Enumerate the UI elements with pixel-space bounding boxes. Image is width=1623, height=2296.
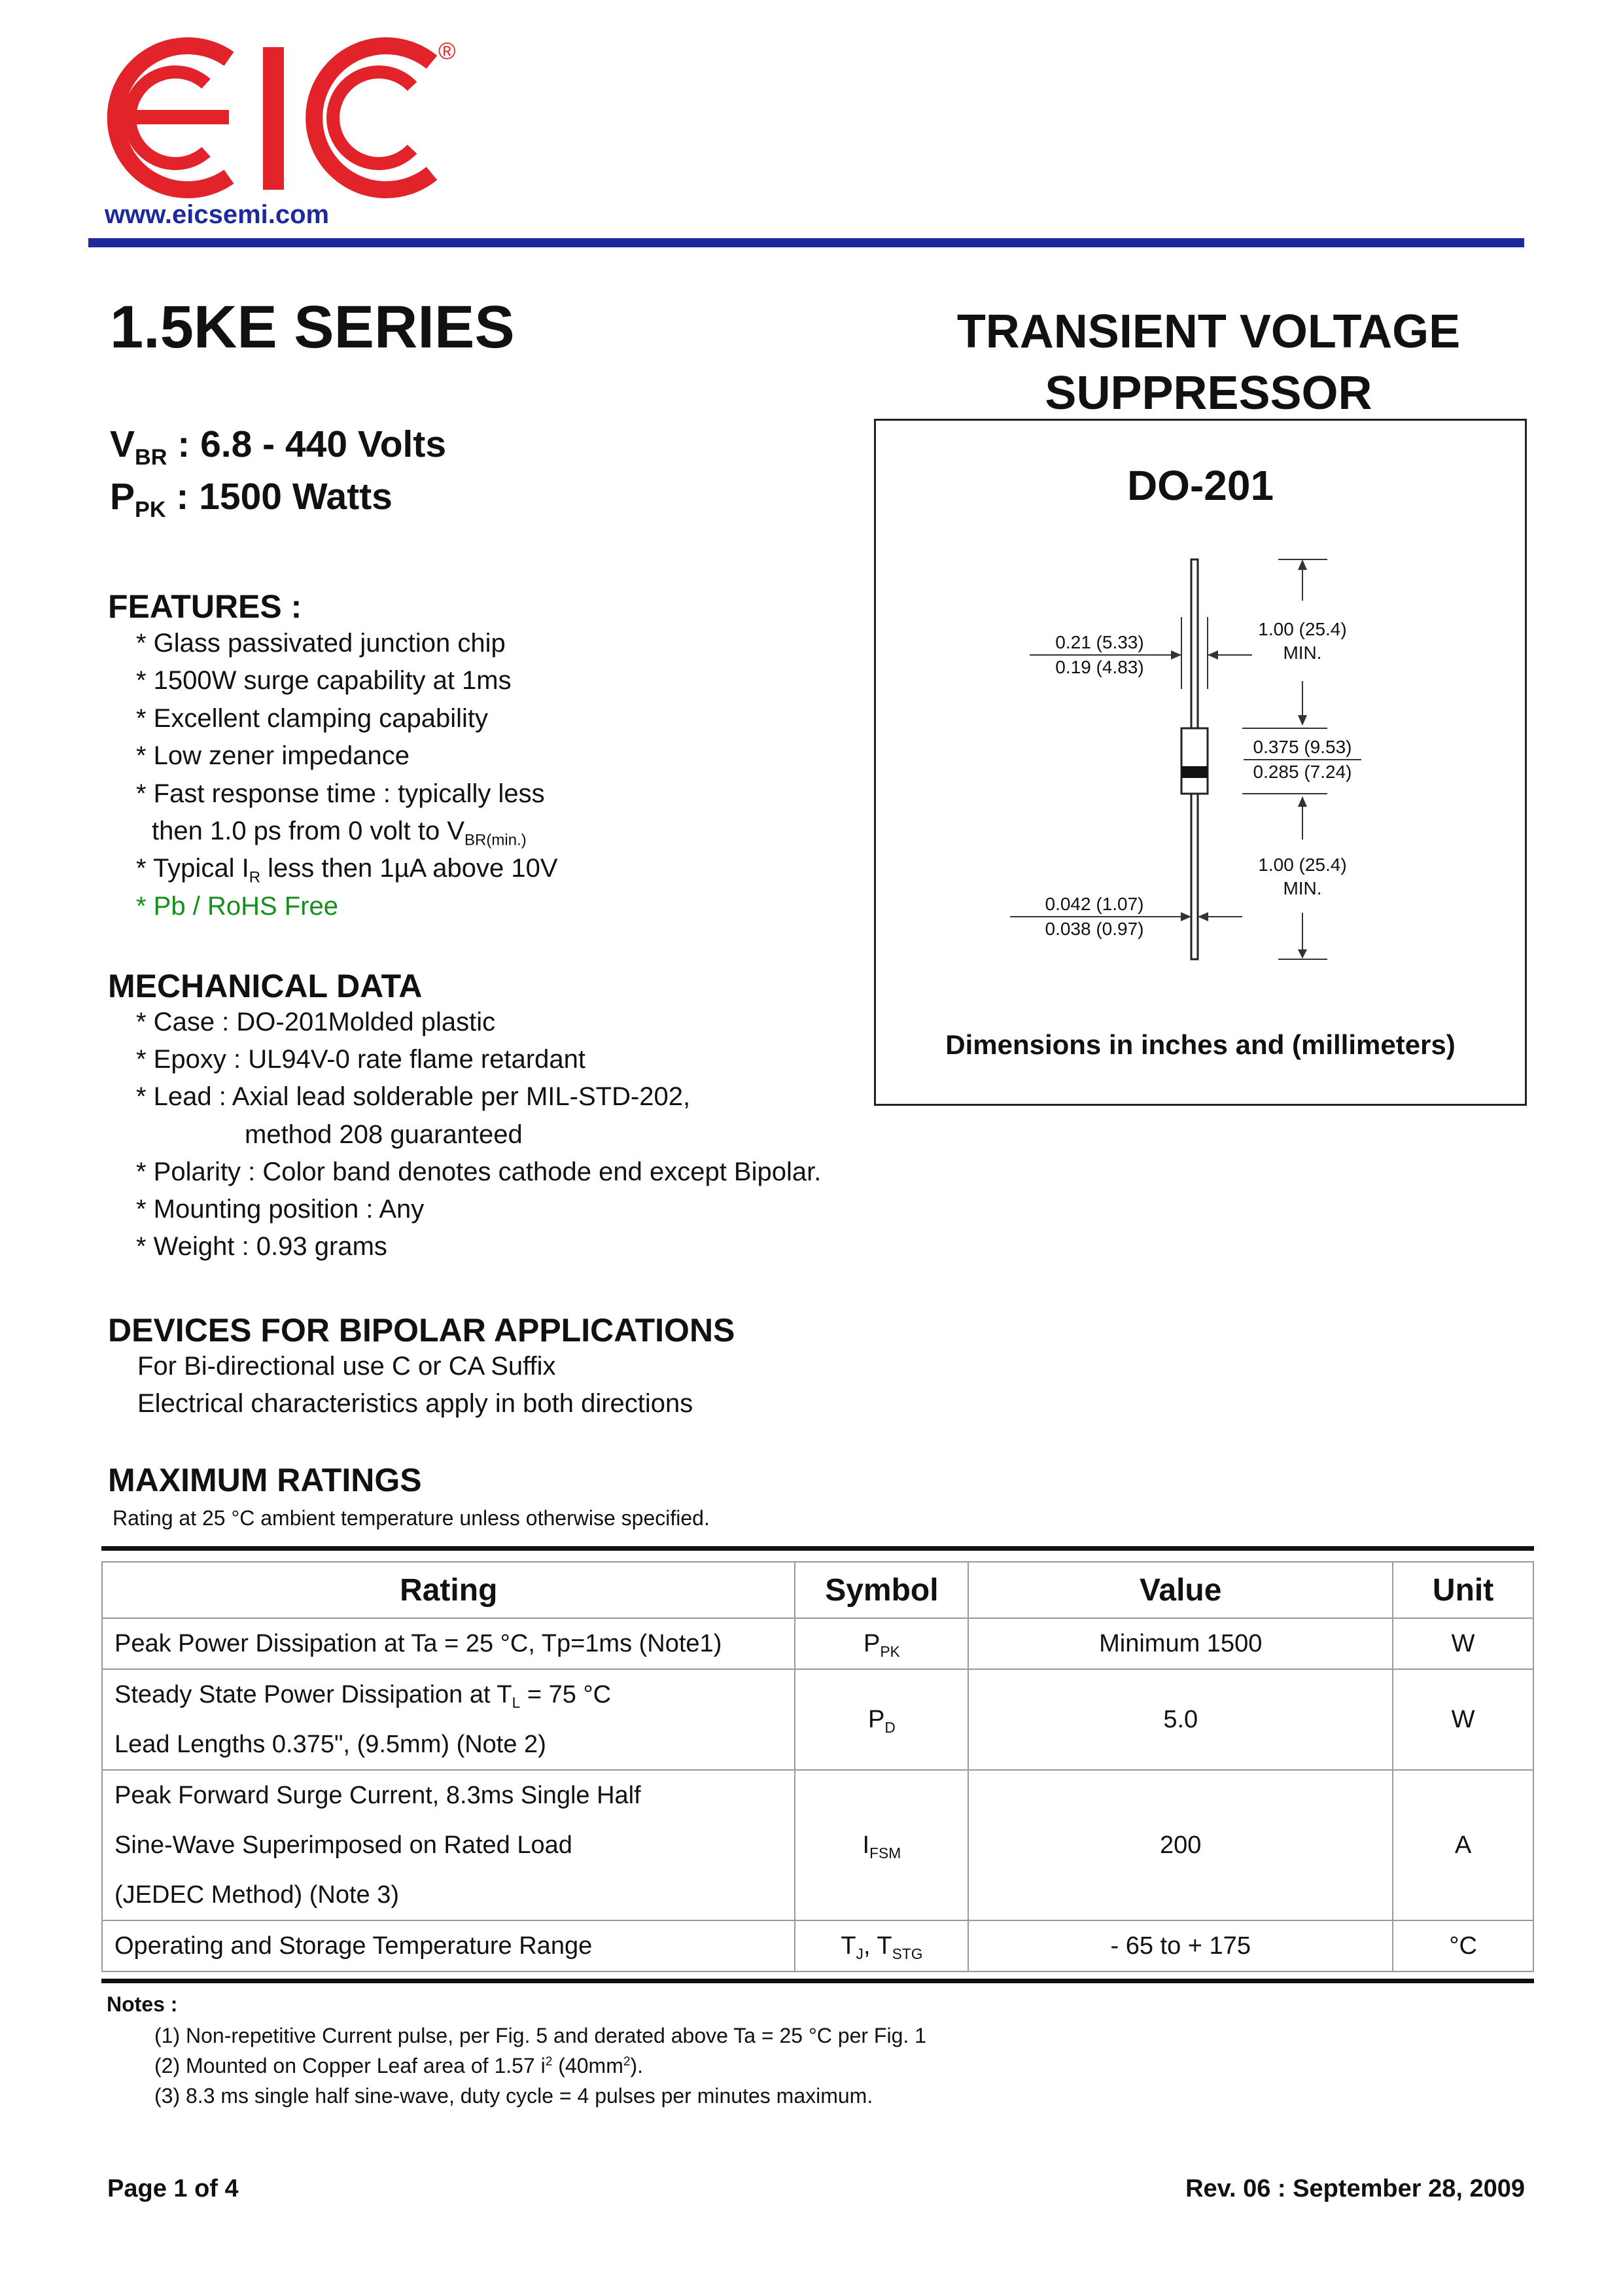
cell-unit: °C [1393, 1920, 1533, 1971]
table-row [102, 1618, 1533, 1669]
cell-symbol: $P_{PK}$ [795, 1618, 968, 1669]
dim-body-len-min: 0.285 (7.24) [1253, 762, 1352, 782]
list-item: * Mounting position : Any [136, 1194, 425, 1224]
cell-symbol: $T_J$, $T_{STG}$ [795, 1920, 968, 1971]
list-item: * Fast response time : typically less [136, 779, 545, 808]
cell-unit: W [1393, 1669, 1533, 1770]
list-item: then 1.0 ps from 0 volt to $V_{BR(min.)}$ [152, 816, 527, 849]
col-header-symbol: Symbol [795, 1562, 968, 1618]
cell-value: 200 [968, 1770, 1393, 1920]
cell-unit: A [1393, 1770, 1533, 1920]
cell-value: Minimum 1500 [968, 1618, 1393, 1669]
rohs-item: * Pb / RoHS Free [136, 891, 339, 921]
note-1: (1) Non-repetitive Current pulse, per Fig. 5 and derated above Ta = 25 °C per Fig. 1 [154, 2024, 926, 2047]
package-outline-box [874, 419, 1527, 1106]
table-top-rule [101, 1546, 1534, 1551]
table-bottom-rule [101, 1979, 1534, 1983]
bipolar-heading: DEVICES FOR BIPOLAR APPLICATIONS [108, 1312, 735, 1349]
package-caption: Dimensions in inches and (millimeters) [945, 1029, 1456, 1060]
notes-heading: Notes : [107, 1992, 178, 2016]
table-row [102, 1920, 1533, 1971]
cell-rating: Operating and Storage Temperature Range [102, 1920, 795, 1971]
features-list [136, 625, 558, 925]
revision-date: Rev. 06 : September 28, 2009 [1185, 2175, 1525, 2202]
dim-lead-bottom-min: MIN. [1283, 878, 1322, 898]
series-title: 1.5KE SERIES [110, 294, 515, 361]
list-item: * Low zener impedance [136, 741, 410, 771]
dim-lead-top: 1.00 (25.4) [1258, 619, 1347, 639]
max-ratings-heading: MAXIMUM RATINGS [108, 1462, 422, 1498]
device-type-line2: SUPPRESSOR [1045, 367, 1372, 419]
package-name: DO-201 [1126, 462, 1274, 509]
eic-logo [92, 33, 484, 203]
list-item: * 1500W surge capability at 1ms [136, 666, 512, 696]
table-row [102, 1669, 1533, 1770]
cathode-band [1181, 766, 1208, 778]
package-drawing [876, 421, 1525, 1104]
page-number: Page 1 of 4 [107, 2175, 239, 2202]
cell-rating: Steady State Power Dissipation at $T_L = 75$ °C Lead Lengths 0.375", (9.5mm) (Note 2) [102, 1669, 795, 1770]
website-url[interactable]: www.eicsemi.com [105, 200, 330, 229]
bipolar-list [137, 1348, 693, 1422]
diode-body [1181, 728, 1208, 794]
cell-rating: Peak Forward Surge Current, 8.3ms Single Half Sine-Wave Superimposed on Rated Load (JEDEC Method) (Note 3) [102, 1770, 795, 1920]
list-item: * Excellent clamping capability [136, 703, 489, 733]
dim-lead-top-min: MIN. [1283, 643, 1322, 663]
list-item: * Lead : Axial lead solderable per MIL-STD-202, [136, 1082, 691, 1112]
table-row [102, 1770, 1533, 1920]
list-item: * Case : DO-201Molded plastic [136, 1008, 496, 1036]
cell-symbol: $I_{FSM}$ [795, 1770, 968, 1920]
cell-value: - 65 to + 175 [968, 1920, 1393, 1971]
list-item: Electrical characteristics apply in both directions [137, 1389, 693, 1418]
header-rule [88, 238, 1524, 247]
mechanical-list [136, 1004, 821, 1265]
table-header-row [102, 1562, 1533, 1618]
note-3: (3) 8.3 ms single half sine-wave, duty cycle = 4 pulses per minutes maximum. [154, 2084, 873, 2108]
list-item: * Polarity : Color band denotes cathode end except Bipolar. [136, 1157, 822, 1186]
dim-body-dia-max: 0.21 (5.33) [1055, 632, 1144, 652]
top-lead [1191, 559, 1198, 728]
list-item: * Typical $I_R$ less then 1µA above 10V [136, 854, 558, 887]
col-header-rating: Rating [102, 1562, 795, 1618]
notes-list [154, 2021, 926, 2111]
list-item: * Weight : 0.93 grams [136, 1232, 387, 1262]
note-2: (2) Mounted on Copper Leaf area of 1.57 $i^2$ $(40mm^2)$. [154, 2054, 644, 2077]
max-ratings-subtitle: Rating at 25 °C ambient temperature unless otherwise specified. [113, 1506, 710, 1530]
ratings-table [101, 1561, 1534, 1972]
list-item: For Bi-directional use C or CA Suffix [137, 1352, 556, 1381]
spec-ppk: $P_{PK}$ : 1500 Watts [110, 476, 393, 522]
logo-letter-i [263, 47, 284, 190]
features-heading: FEATURES : [108, 588, 302, 625]
list-item: * Glass passivated junction chip [136, 629, 506, 658]
dim-body-dia-min: 0.19 (4.83) [1055, 657, 1144, 677]
dim-lead-dia-max: 0.042 (1.07) [1045, 894, 1144, 914]
list-item: * Epoxy : UL94V-0 rate flame retardant [136, 1045, 586, 1074]
col-header-unit: Unit [1393, 1562, 1533, 1618]
dim-lead-dia-min: 0.038 (0.97) [1045, 919, 1144, 939]
mechanical-heading: MECHANICAL DATA [108, 968, 423, 1004]
cell-value: 5.0 [968, 1669, 1393, 1770]
cell-symbol: $P_D$ [795, 1669, 968, 1770]
cell-rating: Peak Power Dissipation at Ta = 25 °C, Tp=1ms (Note1) [102, 1618, 795, 1669]
cell-unit: W [1393, 1618, 1533, 1669]
bottom-lead [1191, 792, 1198, 959]
dim-body-len-max: 0.375 (9.53) [1253, 737, 1352, 757]
col-header-value: Value [968, 1562, 1393, 1618]
dim-lead-bottom: 1.00 (25.4) [1258, 855, 1347, 875]
device-type-line1: TRANSIENT VOLTAGE [956, 306, 1461, 358]
list-item: method 208 guaranteed [245, 1120, 523, 1149]
registered-mark: ® [438, 37, 456, 64]
spec-vbr: $V_{BR}$ : 6.8 - 440 Volts [110, 423, 447, 470]
device-type-title [873, 301, 1544, 424]
